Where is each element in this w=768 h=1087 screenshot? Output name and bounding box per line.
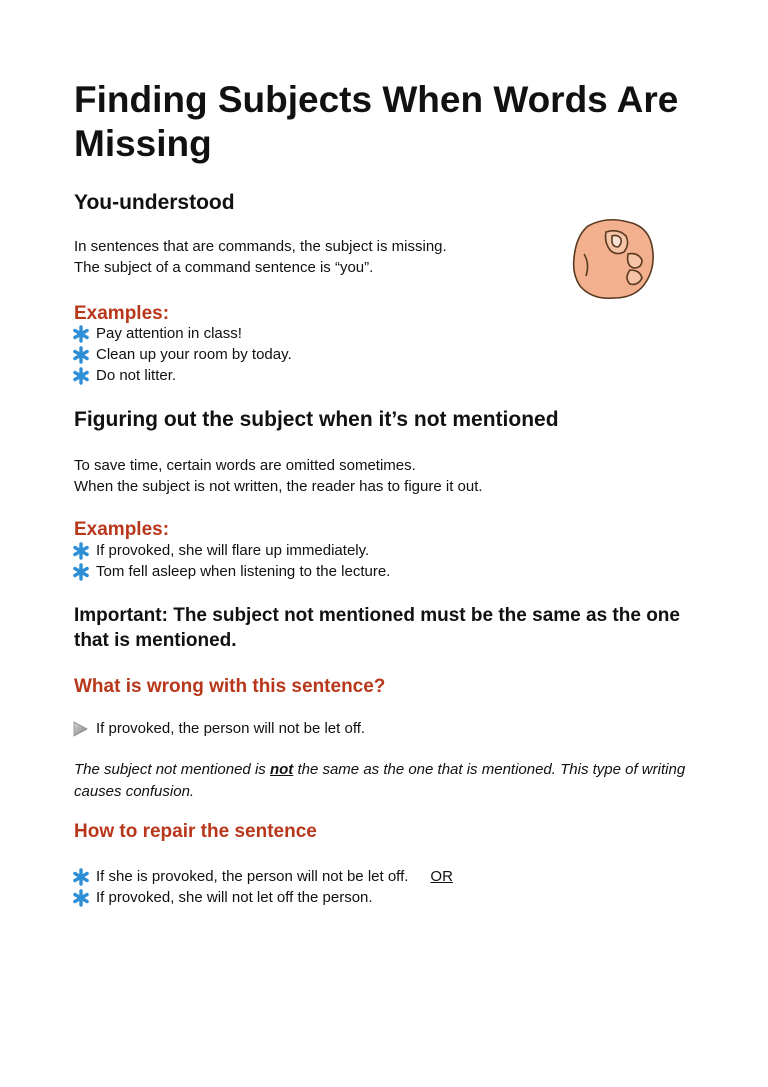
list-item: If provoked, she will flare up immediately.	[72, 540, 390, 561]
wrong-sentence-list	[72, 718, 365, 739]
asterisk-bullet-icon	[72, 346, 90, 364]
paragraph-line: The subject of a command sentence is “you”.	[74, 259, 374, 276]
pointing-hand-icon	[566, 214, 658, 304]
paragraph-line: To save time, certain words are omitted sometimes.	[74, 457, 416, 474]
repair-list	[72, 866, 453, 908]
list-item: If provoked, she will not let off the person.	[72, 887, 453, 908]
examples-list	[72, 540, 390, 582]
examples-list	[72, 323, 292, 386]
heading-what-is-wrong: What is wrong with this sentence?	[74, 676, 386, 697]
asterisk-bullet-icon	[72, 367, 90, 385]
examples-heading: Examples:	[74, 303, 170, 324]
asterisk-bullet-icon	[72, 325, 90, 343]
list-item: If she is provoked, the person will not be let off. OR	[72, 866, 453, 887]
important-note: Important: The subject not mentioned must be the same as the one that is mentioned.	[74, 605, 680, 651]
heading-how-to-repair: How to repair the sentence	[74, 821, 317, 842]
triangle-bullet-icon	[72, 721, 88, 737]
emphasis-not: not	[269, 761, 294, 778]
page-title: Finding Subjects When Words Are Missing	[74, 79, 679, 164]
paragraph-line: In sentences that are commands, the subject is missing.	[74, 238, 447, 255]
list-item: Do not litter.	[72, 365, 292, 386]
asterisk-bullet-icon	[72, 868, 90, 886]
list-item: Clean up your room by today.	[72, 344, 292, 365]
examples-heading: Examples:	[74, 519, 170, 540]
asterisk-bullet-icon	[72, 563, 90, 581]
list-item: If provoked, the person will not be let off.	[72, 718, 365, 739]
list-item: Pay attention in class!	[72, 323, 292, 344]
heading-you-understood: You-understood	[74, 191, 235, 214]
heading-figuring-out: Figuring out the subject when it’s not mentioned	[74, 408, 559, 431]
paragraph-line: When the subject is not written, the reader has to figure it out.	[74, 478, 483, 495]
list-item: Tom fell asleep when listening to the lecture.	[72, 561, 390, 582]
or-label: OR	[430, 868, 453, 885]
asterisk-bullet-icon	[72, 889, 90, 907]
asterisk-bullet-icon	[72, 542, 90, 560]
explanation-text: The subject not mentioned is not the same as the one that is mentioned. This type of writing causes confusion.	[74, 761, 686, 800]
